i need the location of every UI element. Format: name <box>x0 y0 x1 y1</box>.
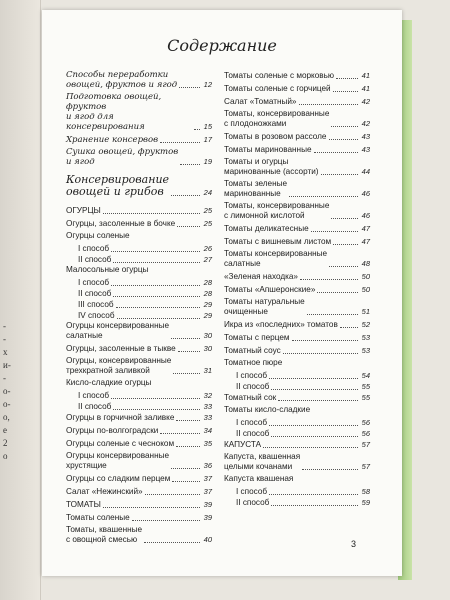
toc-entry-page: 50 <box>361 272 370 281</box>
toc-entry <box>224 297 370 317</box>
toc-entry <box>224 381 370 392</box>
toc-entry <box>66 310 212 321</box>
toc-entry-page: 15 <box>203 122 212 131</box>
toc-leader-dots <box>177 218 200 227</box>
toc-entry <box>66 473 212 484</box>
toc-entry-title: Огурцы консервированные хрустящие <box>66 451 170 470</box>
toc-leader-dots <box>311 223 358 232</box>
toc-entry-title: II способ <box>78 402 112 411</box>
toc-leader-dots <box>113 288 200 297</box>
toc-entry <box>224 201 370 221</box>
toc-entry-title: Кисло-сладкие огурцы <box>66 378 152 387</box>
page-number: 3 <box>351 539 357 549</box>
toc-entry-title: II способ <box>236 429 270 438</box>
toc-entry-title: ОГУРЦЫ <box>66 206 101 215</box>
toc-entry <box>66 243 212 254</box>
toc-entry <box>66 174 212 198</box>
toc-entry <box>66 218 212 229</box>
neighbor-page-char: о, <box>3 412 10 422</box>
toc-entry <box>66 231 212 241</box>
toc-leader-dots <box>269 417 358 426</box>
toc-leader-dots <box>329 258 358 267</box>
toc-entry <box>224 271 370 282</box>
toc-leader-dots <box>269 486 358 495</box>
toc-entry <box>224 332 370 343</box>
toc-leader-dots <box>329 131 359 140</box>
toc-entry-page: 41 <box>361 84 370 93</box>
toc-entry-page: 44 <box>361 167 370 176</box>
toc-entry-page: 32 <box>203 391 212 400</box>
toc-leader-dots <box>194 121 200 130</box>
toc-entry <box>224 405 370 415</box>
toc-entry <box>224 131 370 142</box>
toc-entry-title: IV способ <box>78 311 115 320</box>
toc-entry <box>66 412 212 423</box>
toc-entry-title: I способ <box>236 371 268 380</box>
toc-entry <box>224 417 370 428</box>
toc-entry-page: 12 <box>203 80 212 89</box>
neighbor-page-char: о <box>3 451 8 461</box>
toc-entry-title: Огурцы, засоленные в тыкве <box>66 344 176 353</box>
toc-entry <box>224 284 370 295</box>
toc-leader-dots <box>302 461 358 470</box>
neighbor-page-char: о- <box>3 386 11 396</box>
toc-leader-dots <box>178 343 200 352</box>
neighbor-page-char: о- <box>3 399 11 409</box>
toc-entry-title: Томаты натуральные очищенные <box>224 297 305 316</box>
toc-entry-title: Томаты соленые <box>66 513 130 522</box>
toc-entry-page: 51 <box>361 307 370 316</box>
toc-entry <box>66 378 212 388</box>
toc-entry <box>66 288 212 299</box>
toc-entry <box>66 438 212 449</box>
toc-leader-dots <box>160 134 200 143</box>
toc-leader-dots <box>172 473 200 482</box>
toc-entry-page: 46 <box>361 189 370 198</box>
toc-entry-page: 33 <box>203 413 212 422</box>
toc-entry <box>66 425 212 436</box>
toc-entry-title: Томатный соус <box>224 346 281 355</box>
toc-entry-title: Томаты с вишневым листом <box>224 237 332 246</box>
toc-leader-dots <box>307 306 358 315</box>
toc-entry-page: 58 <box>361 487 370 496</box>
toc-leader-dots <box>176 412 200 421</box>
toc-entry <box>66 205 212 216</box>
toc-entry-page: 34 <box>203 426 212 435</box>
toc-entry <box>224 428 370 439</box>
toc-entry-title: Томаты, квашенные с овощной смесью <box>66 525 143 544</box>
toc-entry-title: Томаты соленые с горчицей <box>224 84 331 93</box>
neighbor-page-char: е <box>3 425 7 435</box>
toc-entry <box>224 249 370 269</box>
toc-leader-dots <box>336 70 358 79</box>
toc-entry <box>224 392 370 403</box>
toc-entry-title: Способы переработки овощей, фруктов и ягод <box>66 70 178 90</box>
toc-leader-dots <box>113 401 200 410</box>
toc-leader-dots <box>331 118 358 127</box>
toc-entry <box>224 179 370 199</box>
toc-entry-title: Огурцы, консервированные трехкратной заливкой <box>66 356 172 375</box>
toc-entry-page: 29 <box>203 311 212 320</box>
toc-entry-page: 35 <box>203 439 212 448</box>
toc-leader-dots <box>180 156 200 165</box>
toc-entry <box>224 83 370 94</box>
toc-entry-title: «Зеленая находка» <box>224 272 298 281</box>
toc-entry-title: Томатное пюре <box>224 358 283 367</box>
toc-leader-dots <box>103 499 200 508</box>
toc-leader-dots <box>314 144 358 153</box>
toc-leader-dots <box>340 319 358 328</box>
toc-leader-dots <box>179 79 200 88</box>
toc-entry-page: 29 <box>203 300 212 309</box>
toc-entry-title: Томаты зеленые маринованные <box>224 179 288 198</box>
toc-entry-title: I способ <box>78 278 110 287</box>
toc-entry-title: Томаты соленые с морковью <box>224 71 335 80</box>
toc-entry-page: 48 <box>361 259 370 268</box>
toc-entry-title: Капуста, квашенная целыми кочанами <box>224 452 301 471</box>
toc-entry-page: 30 <box>203 331 212 340</box>
toc-entry-page: 17 <box>203 135 212 144</box>
toc-entry-page: 47 <box>361 224 370 233</box>
toc-entry <box>224 157 370 177</box>
toc-leader-dots <box>289 188 358 197</box>
neighbor-page-char: - <box>3 334 6 344</box>
toc-entry-title: Огурцы со сладким перцем <box>66 474 171 483</box>
neighbor-page <box>0 0 41 600</box>
toc-entry <box>224 486 370 497</box>
toc-entry-page: 33 <box>203 402 212 411</box>
toc-entry-title: Хранение консервов <box>66 135 159 145</box>
toc-entry-page: 19 <box>203 157 212 166</box>
toc-entry-page: 28 <box>203 278 212 287</box>
page-title: Содержание <box>167 36 277 55</box>
toc-entry-page: 57 <box>361 462 370 471</box>
toc-entry-page: 43 <box>361 132 370 141</box>
toc-entry-title: Огурцы соленые с чесноком <box>66 439 175 448</box>
toc-entry <box>66 486 212 497</box>
neighbor-page-char: х <box>3 347 8 357</box>
toc-entry-page: 52 <box>361 320 370 329</box>
toc-leader-dots <box>171 460 200 469</box>
toc-entry-page: 37 <box>203 474 212 483</box>
book-page <box>42 10 402 576</box>
toc-entry <box>66 525 212 545</box>
toc-entry-title: Малосольные огурцы <box>66 265 149 274</box>
toc-entry-title: Салат «Нежинский» <box>66 487 143 496</box>
toc-entry-page: 56 <box>361 429 370 438</box>
toc-leader-dots <box>117 310 200 319</box>
toc-entry-page: 55 <box>361 393 370 402</box>
toc-leader-dots <box>111 243 200 252</box>
toc-entry <box>66 299 212 310</box>
toc-entry-page: 39 <box>203 513 212 522</box>
toc-entry <box>224 109 370 129</box>
toc-right-column <box>224 70 370 508</box>
toc-leader-dots <box>271 428 358 437</box>
toc-leader-dots <box>111 277 200 286</box>
toc-entry-title: Огурцы по-волгоградски <box>66 426 159 435</box>
toc-leader-dots <box>132 512 200 521</box>
toc-entry <box>66 512 212 523</box>
toc-leader-dots <box>263 439 358 448</box>
toc-entry-page: 42 <box>361 119 370 128</box>
toc-leader-dots <box>317 284 358 293</box>
toc-entry <box>66 277 212 288</box>
toc-leader-dots <box>171 187 200 196</box>
toc-entry <box>66 390 212 401</box>
toc-leader-dots <box>113 254 200 263</box>
toc-entry-title: Огурцы, засоленные в бочке <box>66 219 176 228</box>
toc-entry-title: Томаты в розовом рассоле <box>224 132 327 141</box>
neighbor-page-text <box>3 320 23 463</box>
toc-leader-dots <box>333 83 358 92</box>
toc-entry-page: 36 <box>203 461 212 470</box>
toc-entry-title: КАПУСТА <box>224 440 262 449</box>
toc-entry-page: 46 <box>361 211 370 220</box>
toc-entry-page: 57 <box>361 440 370 449</box>
toc-entry-title: Томаты кисло-сладкие <box>224 405 311 414</box>
toc-entry <box>224 439 370 450</box>
toc-entry-title: Подготовка овощей, фруктов и ягод для консервирования <box>66 92 162 132</box>
toc-leader-dots <box>321 166 359 175</box>
toc-entry <box>224 96 370 107</box>
toc-entry-title: II способ <box>78 289 112 298</box>
toc-entry <box>224 497 370 508</box>
toc-entry <box>224 144 370 155</box>
toc-entry-page: 50 <box>361 285 370 294</box>
toc-leader-dots <box>145 486 200 495</box>
toc-entry <box>66 451 212 471</box>
toc-entry-title: I способ <box>78 391 110 400</box>
toc-entry-title: Салат «Томатный» <box>224 97 297 106</box>
toc-entry <box>66 265 212 275</box>
toc-entry <box>66 92 212 132</box>
toc-entry-page: 24 <box>203 188 212 197</box>
toc-leader-dots <box>292 332 358 341</box>
toc-entry <box>224 358 370 368</box>
toc-entry <box>224 452 370 472</box>
toc-entry-title: II способ <box>236 382 270 391</box>
toc-entry-title: Огурцы соленые <box>66 231 130 240</box>
toc-leader-dots <box>271 381 358 390</box>
toc-entry <box>66 147 212 167</box>
toc-entry-page: 54 <box>361 371 370 380</box>
toc-entry-title: Томаты, консервированные с плодоножками <box>224 109 330 128</box>
neighbor-page-char: - <box>3 321 6 331</box>
toc-entry-page: 30 <box>203 344 212 353</box>
toc-leader-dots <box>173 365 200 374</box>
toc-entry <box>224 319 370 330</box>
toc-entry <box>224 223 370 234</box>
toc-leader-dots <box>269 370 358 379</box>
toc-leader-dots <box>171 330 200 339</box>
toc-leader-dots <box>283 345 358 354</box>
toc-leader-dots <box>103 205 200 214</box>
toc-leader-dots <box>299 96 359 105</box>
toc-entry-title: Огурцы консервированные салатные <box>66 321 170 340</box>
toc-leader-dots <box>176 438 200 447</box>
toc-leader-dots <box>278 392 358 401</box>
toc-entry-title: Икра из «последних» томатов <box>224 320 338 329</box>
toc-entry-page: 53 <box>361 346 370 355</box>
toc-entry-page: 59 <box>361 498 370 507</box>
toc-entry-title: ТОМАТЫ <box>66 500 101 509</box>
toc-entry <box>224 474 370 484</box>
toc-entry-title: Томаты «Апшеронские» <box>224 285 316 294</box>
toc-leader-dots <box>331 210 358 219</box>
toc-entry <box>66 343 212 354</box>
toc-entry <box>224 236 370 247</box>
toc-entry-title: Томаты и огурцы маринованные (ассорти) <box>224 157 319 176</box>
toc-leader-dots <box>333 236 358 245</box>
toc-leader-dots <box>300 271 358 280</box>
toc-entry-page: 27 <box>203 255 212 264</box>
toc-left-column <box>66 70 212 547</box>
neighbor-page-char: - <box>3 373 6 383</box>
toc-entry-page: 25 <box>203 219 212 228</box>
toc-entry <box>66 401 212 412</box>
toc-entry-title: Огурцы в горчичной заливке <box>66 413 175 422</box>
toc-entry-page: 56 <box>361 418 370 427</box>
toc-entry-title: Томаты консервированные салатные <box>224 249 328 268</box>
toc-entry-title: III способ <box>78 300 114 309</box>
toc-leader-dots <box>271 497 358 506</box>
toc-entry-title: I способ <box>78 244 110 253</box>
toc-entry-page: 37 <box>203 487 212 496</box>
toc-entry <box>224 370 370 381</box>
toc-entry-page: 26 <box>203 244 212 253</box>
toc-entry-title: Томаты деликатесные <box>224 224 309 233</box>
toc-entry-page: 55 <box>361 382 370 391</box>
toc-entry <box>66 254 212 265</box>
toc-entry-title: II способ <box>78 255 112 264</box>
toc-entry <box>66 70 212 90</box>
toc-entry-page: 31 <box>203 366 212 375</box>
toc-entry-page: 40 <box>203 535 212 544</box>
neighbor-page-char: 2 <box>3 438 8 448</box>
toc-entry-title: Томаты с перцем <box>224 333 290 342</box>
toc-leader-dots <box>144 534 200 543</box>
toc-entry <box>66 356 212 376</box>
toc-entry-title: Сушка овощей, фруктов и ягод <box>66 147 179 167</box>
toc-entry <box>224 70 370 81</box>
toc-entry-title: Томатный сок <box>224 393 277 402</box>
toc-entry-page: 39 <box>203 500 212 509</box>
toc-entry-page: 47 <box>361 237 370 246</box>
toc-entry <box>66 321 212 341</box>
toc-entry-title: I способ <box>236 487 268 496</box>
toc-entry-title: II способ <box>236 498 270 507</box>
toc-entry-page: 42 <box>361 97 370 106</box>
toc-leader-dots <box>111 390 200 399</box>
toc-leader-dots <box>116 299 200 308</box>
toc-entry-page: 41 <box>361 71 370 80</box>
toc-entry <box>224 345 370 356</box>
neighbor-page-char: и- <box>3 360 11 370</box>
toc-entry-page: 25 <box>203 206 212 215</box>
toc-entry-title: Консервирование овощей и грибов <box>66 173 170 198</box>
toc-entry-title: Томаты маринованные <box>224 145 312 154</box>
toc-entry-page: 43 <box>361 145 370 154</box>
toc-entry-page: 28 <box>203 289 212 298</box>
toc-entry-title: I способ <box>236 418 268 427</box>
toc-entry-title: Томаты, консервированные с лимонной кислотой <box>224 201 330 220</box>
toc-entry-title: Капуста квашеная <box>224 474 294 483</box>
toc-entry <box>66 499 212 510</box>
toc-leader-dots <box>160 425 200 434</box>
toc-entry-page: 53 <box>361 333 370 342</box>
toc-entry <box>66 134 212 145</box>
